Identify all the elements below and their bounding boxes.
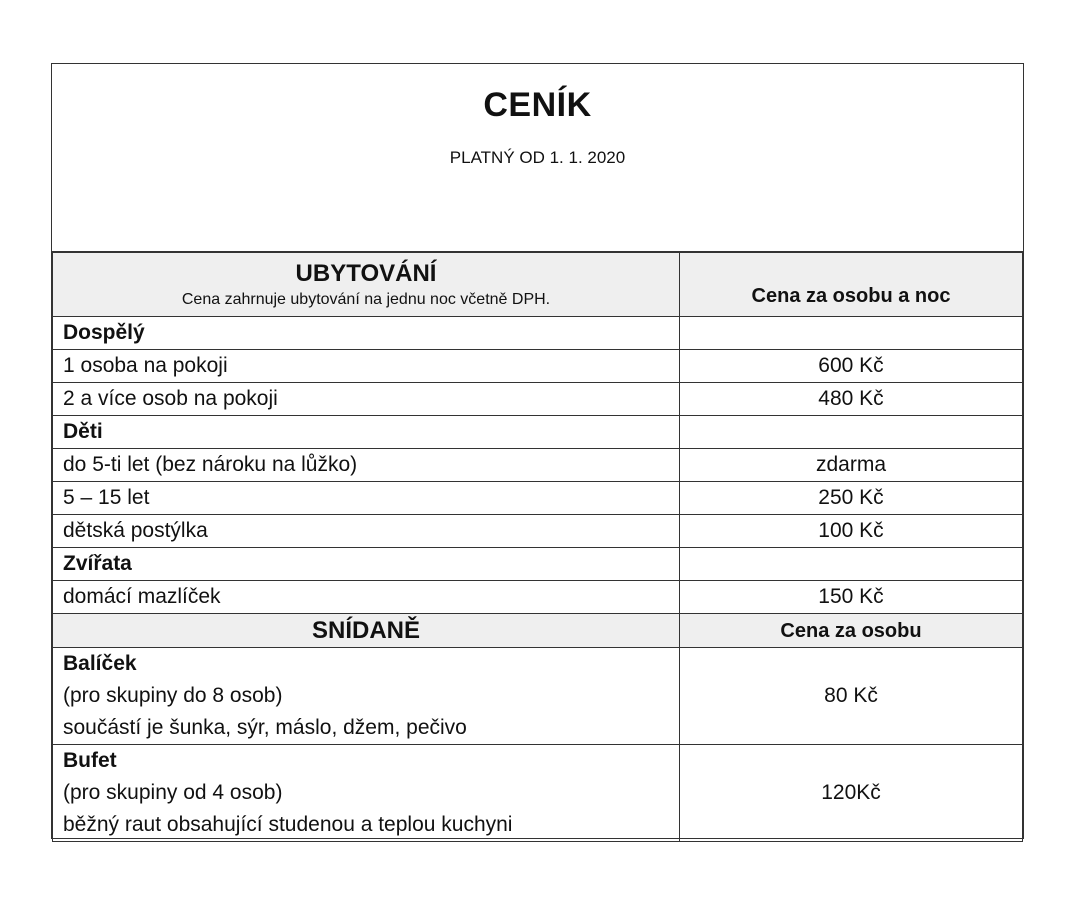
breakfast-header-row bbox=[53, 614, 1023, 648]
group-empty-cell bbox=[680, 548, 1023, 581]
price-table bbox=[52, 252, 1023, 842]
price-list-document bbox=[51, 63, 1024, 839]
group-row-animals bbox=[53, 548, 1023, 581]
breakfast-item-package bbox=[53, 648, 1023, 745]
table-row bbox=[53, 482, 1023, 515]
group-label-children: Děti bbox=[53, 416, 680, 449]
breakfast-item-contents: běžný raut obsahující studenou a teplou kuchyni bbox=[63, 813, 513, 836]
breakfast-item-name: Bufet bbox=[63, 749, 117, 772]
row-label: 2 a více osob na pokoji bbox=[53, 383, 680, 416]
row-price: 600 Kč bbox=[680, 350, 1023, 383]
validity-date: PLATNÝ OD 1. 1. 2020 bbox=[449, 148, 626, 167]
group-empty-cell bbox=[680, 317, 1023, 350]
breakfast-title-cell bbox=[53, 614, 680, 648]
breakfast-item-buffet bbox=[53, 745, 1023, 842]
table-row bbox=[53, 449, 1023, 482]
row-price: 480 Kč bbox=[680, 383, 1023, 416]
breakfast-item-contents: součástí je šunka, sýr, máslo, džem, pečivo bbox=[63, 716, 467, 739]
group-label-adults: Dospělý bbox=[53, 317, 680, 350]
row-price: 250 Kč bbox=[680, 482, 1023, 515]
breakfast-item-price: 120Kč bbox=[680, 745, 1023, 842]
breakfast-item-condition: (pro skupiny do 8 osob) bbox=[63, 684, 283, 707]
breakfast-item-description bbox=[53, 745, 680, 842]
row-label: dětská postýlka bbox=[53, 515, 680, 548]
breakfast-item-name: Balíček bbox=[63, 652, 137, 675]
table-row bbox=[53, 383, 1023, 416]
table-row bbox=[53, 581, 1023, 614]
row-price: 100 Kč bbox=[680, 515, 1023, 548]
accommodation-title-cell bbox=[53, 253, 680, 317]
row-price: zdarma bbox=[680, 449, 1023, 482]
table-row bbox=[53, 350, 1023, 383]
table-row bbox=[53, 515, 1023, 548]
breakfast-price-header: Cena za osobu bbox=[680, 614, 1023, 648]
accommodation-header-row bbox=[53, 253, 1023, 317]
group-empty-cell bbox=[680, 416, 1023, 449]
row-label: do 5-ti let (bez nároku na lůžko) bbox=[53, 449, 680, 482]
accommodation-title: UBYTOVÁNÍ bbox=[295, 259, 437, 287]
group-label-animals: Zvířata bbox=[53, 548, 680, 581]
row-label: domácí mazlíček bbox=[53, 581, 680, 614]
breakfast-item-price: 80 Kč bbox=[680, 648, 1023, 745]
group-row-children bbox=[53, 416, 1023, 449]
row-label: 5 – 15 let bbox=[53, 482, 680, 515]
page-title: CENÍK bbox=[483, 86, 592, 124]
row-price: 150 Kč bbox=[680, 581, 1023, 614]
breakfast-title: SNÍDANĚ bbox=[311, 616, 420, 644]
accommodation-note: Cena zahrnuje ubytování na jednu noc včetně DPH. bbox=[181, 290, 551, 308]
document-header bbox=[52, 64, 1023, 252]
breakfast-item-description bbox=[53, 648, 680, 745]
group-row-adults bbox=[53, 317, 1023, 350]
accommodation-price-header: Cena za osobu a noc bbox=[680, 253, 1023, 317]
row-label: 1 osoba na pokoji bbox=[53, 350, 680, 383]
breakfast-item-condition: (pro skupiny od 4 osob) bbox=[63, 781, 283, 804]
